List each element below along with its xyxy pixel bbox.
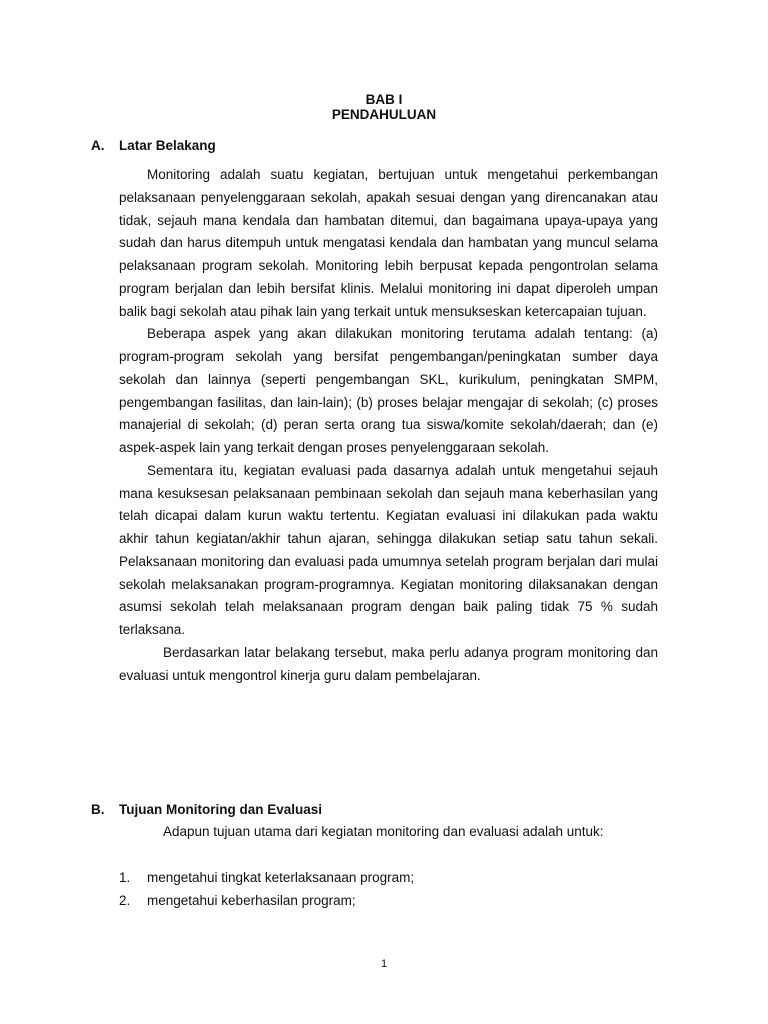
chapter-title: PENDAHULUAN (331, 107, 437, 122)
list-item-number: 2. (119, 892, 131, 908)
section-b-title: Tujuan Monitoring dan Evaluasi (119, 802, 323, 817)
section-b-label: B. (91, 802, 105, 817)
section-a-label: A. (91, 138, 105, 153)
list-item (119, 867, 658, 890)
section-b-intro (119, 821, 658, 844)
paragraph: Adapun tujuan utama dari kegiatan monitoring dan evaluasi adalah untuk: (163, 824, 604, 839)
list-item (119, 890, 658, 913)
section-b-heading (91, 802, 322, 818)
paragraph: Sementara itu, kegiatan evaluasi pada dasarnya adalah untuk mengetahui sejauh mana kesuksesan pelaksanaan pembinaan sekolah dan sejauh mana keberhasilan yang telah dicapai dalam kurun waktu tertentu. Kegiatan evaluasi ini dilakukan pada waktu akhir tahun kegiatan/akhir tahun ajaran, sehingga dilakukan setiap satu tahun sekali. Pelaksanaan monitoring dan evaluasi pada umumnya setelah program berjalan dari mulai sekolah melaksanakan program-programnya. Kegiatan monitoring dilaksanakan dengan asumsi sekolah telah melaksanaan program dengan baik paling tidak 75 % sudah terlaksana. (119, 462, 658, 637)
chapter-heading (0, 92, 768, 122)
list-item-text: mengetahui keberhasilan program; (147, 892, 356, 908)
section-a-heading (91, 138, 216, 154)
section-a-body (119, 164, 658, 687)
chapter-number: BAB I (365, 92, 403, 107)
objectives-list (119, 867, 658, 913)
page-number: 1 (380, 958, 388, 970)
paragraph: Monitoring adalah suatu kegiatan, bertujuan untuk mengetahui perkembangan pelaksanaan penyelenggaraan sekolah, apakah sesuai dengan yang direncanakan atau tidak, sejauh mana kendala dan hambatan ditemui, dan bagaimana upaya-upaya yang sudah dan harus ditempuh untuk mengatasi kendala dan hambatan yang muncul selama pelaksanaan program sekolah. Monitoring lebih berpusat kepada pengontrolan selama program berjalan dan lebih bersifat klinis. Melalui monitoring ini dapat diperoleh umpan balik bagi sekolah atau pihak lain yang terkait untuk mensukseskan ketercapaian tujuan. (119, 167, 658, 319)
paragraph: Berdasarkan latar belakang tersebut, maka perlu adanya program monitoring dan evaluasi untuk mengontrol kinerja guru dalam pembelajaran. (119, 644, 658, 683)
paragraph: Beberapa aspek yang akan dilakukan monitoring terutama adalah tentang: (a) program-program sekolah yang bersifat pengembangan/peningkatan sumber daya sekolah dan lainnya (seperti pengembangan SKL, kurikulum, peningkatan SMPM, pengembangan fasilitas, dan lain-lain); (b) proses belajar mengajar di sekolah; (c) proses manajerial di sekolah; (d) peran serta orang tua siswa/komite sekolah/daerah; dan (e) aspek-aspek lain yang terkait dengan proses penyelenggaraan sekolah. (119, 326, 658, 455)
list-item-text: mengetahui tingkat keterlaksanaan program; (147, 870, 415, 885)
list-item-number: 1. (119, 870, 131, 885)
section-a-title: Latar Belakang (119, 138, 216, 153)
